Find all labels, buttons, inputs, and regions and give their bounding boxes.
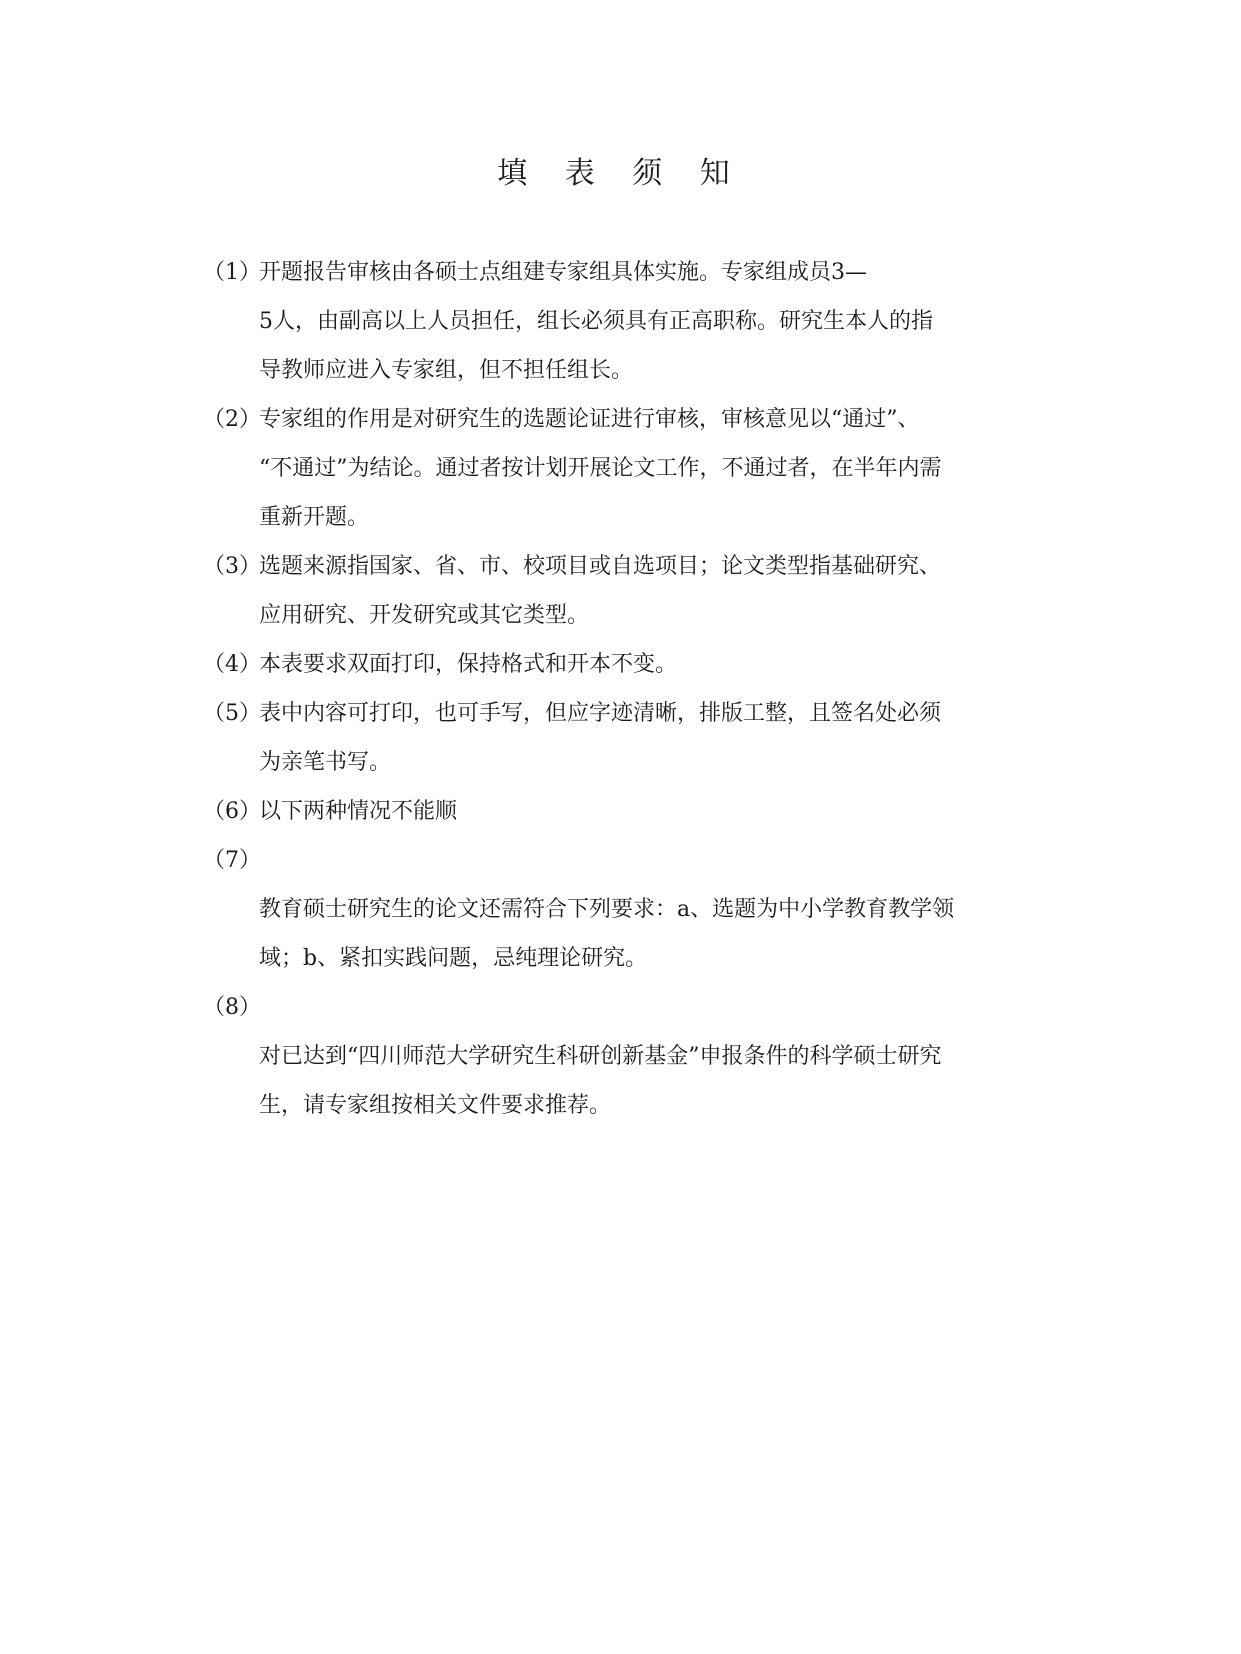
instruction-item <box>203 983 1063 1130</box>
item-number: （6） <box>203 799 261 824</box>
instruction-item <box>203 836 1063 983</box>
item-number: （8） <box>203 995 261 1020</box>
item-number: （3） <box>203 554 261 579</box>
item-text-line: 本表要求双面打印，保持格式和开本不变。 <box>259 652 678 677</box>
item-text-line: 开题报告审核由各硕士点组建专家组具体实施。专家组成员3— <box>259 260 867 285</box>
item-body <box>259 395 1063 542</box>
item-body <box>259 248 1063 395</box>
item-number: （2） <box>203 407 261 432</box>
item-body <box>259 836 1063 983</box>
instruction-item <box>203 689 1063 787</box>
item-text-line: 以下两种情况不能顺 <box>259 799 458 824</box>
item-text-line <box>259 983 1063 1032</box>
item-number: （4） <box>203 652 261 677</box>
instruction-item <box>203 395 1063 542</box>
instruction-item <box>203 542 1063 640</box>
item-body <box>259 640 1063 689</box>
item-number: （5） <box>203 701 261 726</box>
item-number: （1） <box>203 260 261 285</box>
item-text-line: 重新开题。 <box>259 505 370 530</box>
item-text-line: “不通过”为结论。通过者按计划开展论文工作，不通过者，在半年内需 <box>259 456 942 481</box>
item-number: （7） <box>203 848 261 873</box>
instruction-item <box>203 787 1063 836</box>
item-text-line: 域；b、紧扣实践问题，忌纯理论研究。 <box>259 946 648 971</box>
item-body <box>259 787 1063 836</box>
item-text-line: 选题来源指国家、省、市、校项目或自选项目；论文类型指基础研究、 <box>259 554 942 579</box>
item-text-line: 5人，由副高以上人员担任，组长必须具有正高职称。研究生本人的指 <box>259 309 933 334</box>
item-text-line: 导教师应进入专家组，但不担任组长。 <box>259 358 634 383</box>
item-text-line: 教育硕士研究生的论文还需符合下列要求：a、选题为中小学教育教学领 <box>259 897 955 922</box>
item-text-line: 为亲笔书写。 <box>259 750 392 775</box>
page-title: 填 表 须 知 <box>497 156 744 191</box>
item-body <box>259 542 1063 640</box>
item-text-line: 应用研究、开发研究或其它类型。 <box>259 603 590 628</box>
item-body <box>259 689 1063 787</box>
item-text-line <box>259 836 1063 885</box>
instruction-list <box>203 248 1063 1130</box>
item-text-line: 专家组的作用是对研究生的选题论证进行审核，审核意见以“通过”、 <box>259 407 920 432</box>
instruction-item <box>203 640 1063 689</box>
item-text-line: 生，请专家组按相关文件要求推荐。 <box>259 1093 612 1118</box>
instruction-item <box>203 248 1063 395</box>
item-body <box>259 983 1063 1130</box>
item-text-line: 对已达到“四川师范大学研究生科研创新基金”申报条件的科学硕士研究 <box>259 1044 942 1069</box>
item-text-line: 表中内容可打印，也可手写，但应字迹清晰，排版工整，且签名处必须 <box>259 701 942 726</box>
